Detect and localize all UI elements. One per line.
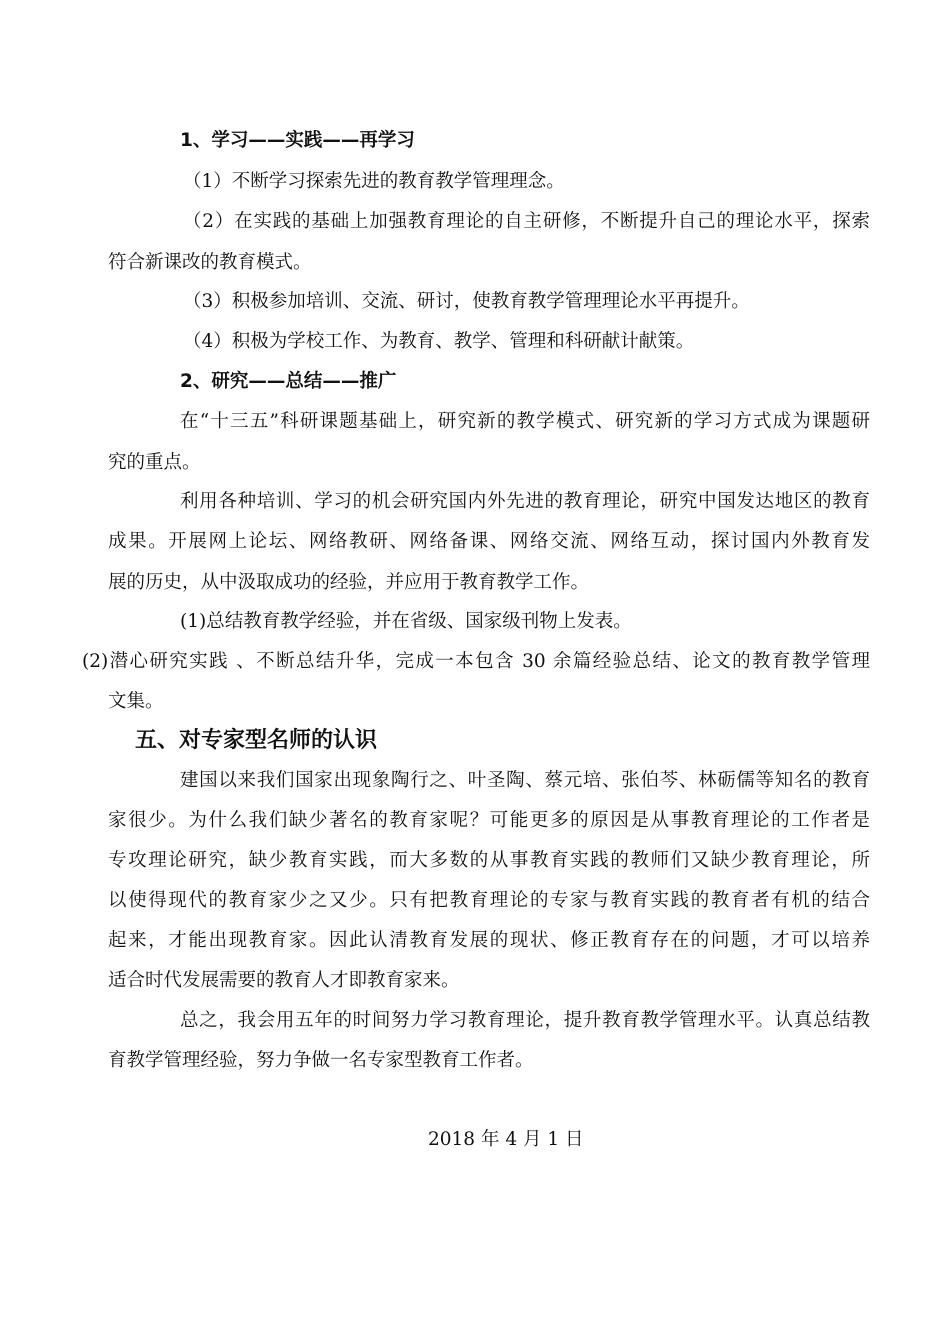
section-2-para-1-line-2: 究的重点。 (108, 452, 201, 473)
document-date: 2018 年 4 月 1 日 (428, 1129, 584, 1150)
section-5-heading: 五、对专家型名师的认识 (135, 728, 378, 753)
section-5-para-1-line-1: 建国以来我们国家出现象陶行之、叶圣陶、蔡元培、张伯芩、林砺儒等知名的教育 (180, 770, 870, 791)
section-5-para-1-line-6: 适合时代发展需要的教育人才即教育家来。 (108, 970, 460, 991)
section-1-heading: 1、学习——实践——再学习 (180, 130, 415, 151)
section-2-item-2-line-2: 文集。 (108, 691, 164, 712)
section-2-item-2-line-1: (2)潜心研究实践 、不断总结升华，完成一本包含 30 余篇经验总结、论文的教育教学管理 (82, 651, 870, 672)
section-1-item-4: （4）积极为学校工作、为教育、教学、管理和科研献计献策。 (183, 331, 695, 352)
section-5-para-1-line-5: 起来，才能出现教育家。因此认清教育发展的现状、修正教育存在的问题，才可以培养 (108, 930, 870, 951)
section-5-para-2-line-1: 总之，我会用五年的时间努力学习教育理论，提升教育教学管理水平。认真总结教 (180, 1010, 870, 1031)
section-2-heading: 2、研究——总结——推广 (180, 371, 397, 392)
section-2-para-2-line-2: 成果。开展网上论坛、网络教研、网络备课、网络交流、网络互动，探讨国内外教育发 (108, 531, 870, 552)
section-5-para-1-line-2: 家很少。为什么我们缺少著名的教育家呢？可能更多的原因是从事教育理论的工作者是 (108, 810, 870, 831)
section-2-para-2-line-3: 展的历史，从中汲取成功的经验，并应用于教育教学工作。 (108, 572, 590, 593)
section-1-item-2-line-1: （2）在实践的基础上加强教育理论的自主研修，不断提升自己的理论水平，探索 (183, 211, 870, 232)
section-2-para-1-line-1: 在“十三五”科研课题基础上，研究新的教学模式、研究新的学习方式成为课题研 (180, 411, 870, 432)
section-1-item-3: （3）积极参加培训、交流、研讨，使教育教学管理理论水平再提升。 (183, 291, 750, 312)
section-2-para-2-line-1: 利用各种培训、学习的机会研究国内外先进的教育理论，研究中国发达地区的教育 (180, 491, 870, 512)
section-5-para-1-line-3: 专攻理论研究，缺少教育实践，而大多数的从事教育实践的教师们又缺少教育理论，所 (108, 850, 870, 871)
section-1-item-2-line-2: 符合新课改的教育模式。 (108, 252, 312, 273)
section-5-para-1-line-4: 以使得现代的教育家少之又少。只有把教育理论的专家与教育实践的教育者有机的结合 (108, 890, 870, 911)
section-2-item-1: (1)总结教育教学经验，并在省级、国家级刊物上发表。 (180, 611, 632, 632)
section-5-para-2-line-2: 育教学管理经验，努力争做一名专家型教育工作者。 (108, 1050, 534, 1071)
section-1-item-1: （1）不断学习探索先进的教育教学管理理念。 (183, 171, 565, 192)
